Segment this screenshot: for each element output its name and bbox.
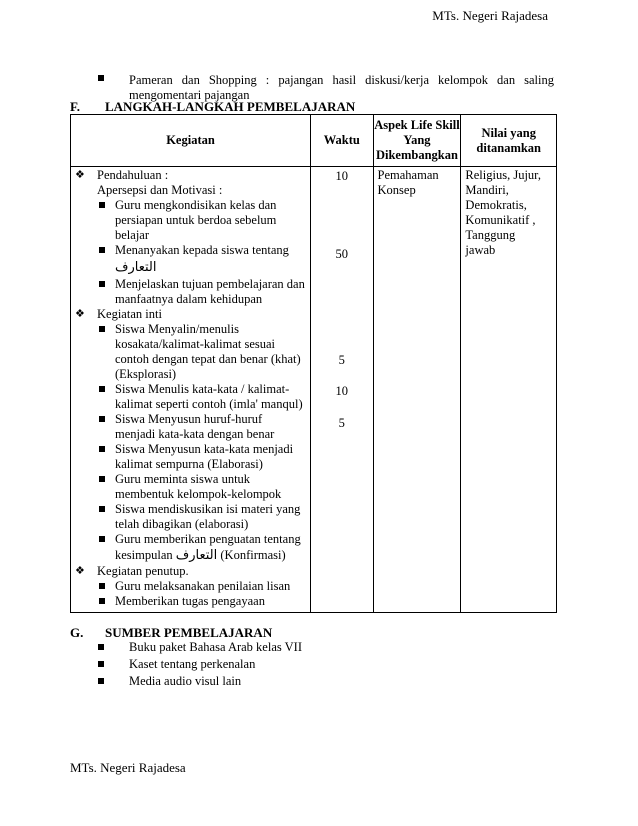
square-bullet-icon — [99, 202, 105, 208]
page-header: MTs. Negeri Rajadesa — [432, 8, 548, 23]
square-bullet-icon — [99, 506, 105, 512]
square-bullet-icon — [99, 386, 105, 392]
square-bullet-icon — [99, 536, 105, 542]
list-item: Siswa Menulis kata-kata / kalimat- — [75, 382, 306, 397]
aspek-cell: Pemahaman Konsep — [373, 167, 461, 613]
header-aspek: Aspek Life Skill Yang Dikembangkan — [373, 115, 461, 167]
waktu-value: 50 — [335, 247, 349, 261]
square-bullet-icon — [99, 281, 105, 287]
waktu-value: 10 — [335, 384, 349, 398]
arabic-term: التعارف — [175, 548, 218, 563]
diamond-bullet-icon: ❖ — [75, 565, 85, 577]
table-row — [71, 167, 557, 613]
arabic-term: التعارف — [115, 260, 157, 275]
list-item: Guru memberikan penguatan tentang — [75, 532, 306, 547]
nilai-cell: Religius, Jujur, Mandiri, Demokratis, Komunikatif , Tanggung jawab — [461, 167, 557, 613]
waktu-cell — [311, 167, 374, 613]
list-item: Menjelaskan tujuan pembelajaran dan — [75, 277, 306, 292]
header-waktu: Waktu — [311, 115, 374, 167]
page-footer: MTs. Negeri Rajadesa — [70, 760, 186, 775]
square-bullet-icon — [98, 75, 104, 81]
square-bullet-icon — [99, 416, 105, 422]
square-bullet-icon — [98, 644, 104, 650]
list-item: Siswa Menyalin/menulis — [75, 322, 306, 337]
list-item: Guru mengkondisikan kelas dan — [75, 198, 306, 213]
list-item: Siswa Menyusun kata-kata menjadi — [75, 442, 306, 457]
square-bullet-icon — [99, 326, 105, 332]
header-kegiatan: Kegiatan — [71, 115, 311, 167]
kegiatan-cell: ❖ Pendahuluan : Apersepsi dan Motivasi : Guru mengkondisikan kelas dan persiapan untuk berdoa sebelum belajar Menanyakan kepada siswa tentang التعارف Menjelaskan tujuan pembelajaran dan manfaatnya dalam kehidupan ❖ Kegiatan inti Siswa Menyalin/menulis kosakata/kalimat-kalimat sesuai contoh dengan tepat dan benar (khat) (Eksplorasi) Siswa Menulis kata-kata / kalimat- kalimat seperti contoh (imla' manqul) Siswa Menyusun huruf-huruf menjadi kata-kata dengan benar Siswa Menyusun kata-kata menjadi kalimat sempurna (Elaborasi) Guru meminta siswa untuk membentuk kelompok-kelompok Siswa mendiskusikan isi materi yang telah dibagikan (elaborasi) Guru memberikan penguatan tentang kesimpulan التعارف (Konfirmasi) ❖ Kegiatan penutup. Guru melaksanakan penilaian lisan Memberikan tugas pengayaan — [71, 167, 311, 613]
waktu-value: 5 — [338, 416, 345, 430]
square-bullet-icon — [99, 247, 105, 253]
diamond-bullet-icon: ❖ — [75, 169, 85, 181]
list-item: Siswa mendiskusikan isi materi yang — [75, 502, 306, 517]
list-item: Memberikan tugas pengayaan — [75, 594, 306, 609]
intro-line-1: Pameran dan Shopping : pajangan hasil diskusi/kerja kelompok dan saling — [129, 73, 554, 87]
list-item: ❖ Pendahuluan : — [75, 168, 169, 182]
square-bullet-icon — [99, 598, 105, 604]
table-header-row — [71, 115, 557, 167]
list-item: Guru melaksanakan penilaian lisan — [75, 579, 306, 594]
waktu-value: 10 — [335, 169, 349, 183]
list-item: Siswa Menyusun huruf-huruf — [75, 412, 306, 427]
lesson-steps-table — [70, 114, 557, 613]
square-bullet-icon — [98, 678, 104, 684]
header-nilai: Nilai yang ditanamkan — [461, 115, 557, 167]
square-bullet-icon — [99, 583, 105, 589]
list-item: Guru meminta siswa untuk — [75, 472, 306, 487]
diamond-bullet-icon: ❖ — [75, 308, 85, 320]
square-bullet-icon — [99, 446, 105, 452]
list-item: ❖ Kegiatan inti — [75, 307, 162, 321]
square-bullet-icon — [99, 476, 105, 482]
list-item: Menanyakan kepada siswa tentang — [75, 243, 306, 258]
square-bullet-icon — [98, 661, 104, 667]
intro-line-2: mengomentari pajangan — [129, 88, 250, 102]
list-item: ❖ Kegiatan penutup. — [75, 564, 189, 578]
waktu-value: 5 — [338, 353, 345, 367]
